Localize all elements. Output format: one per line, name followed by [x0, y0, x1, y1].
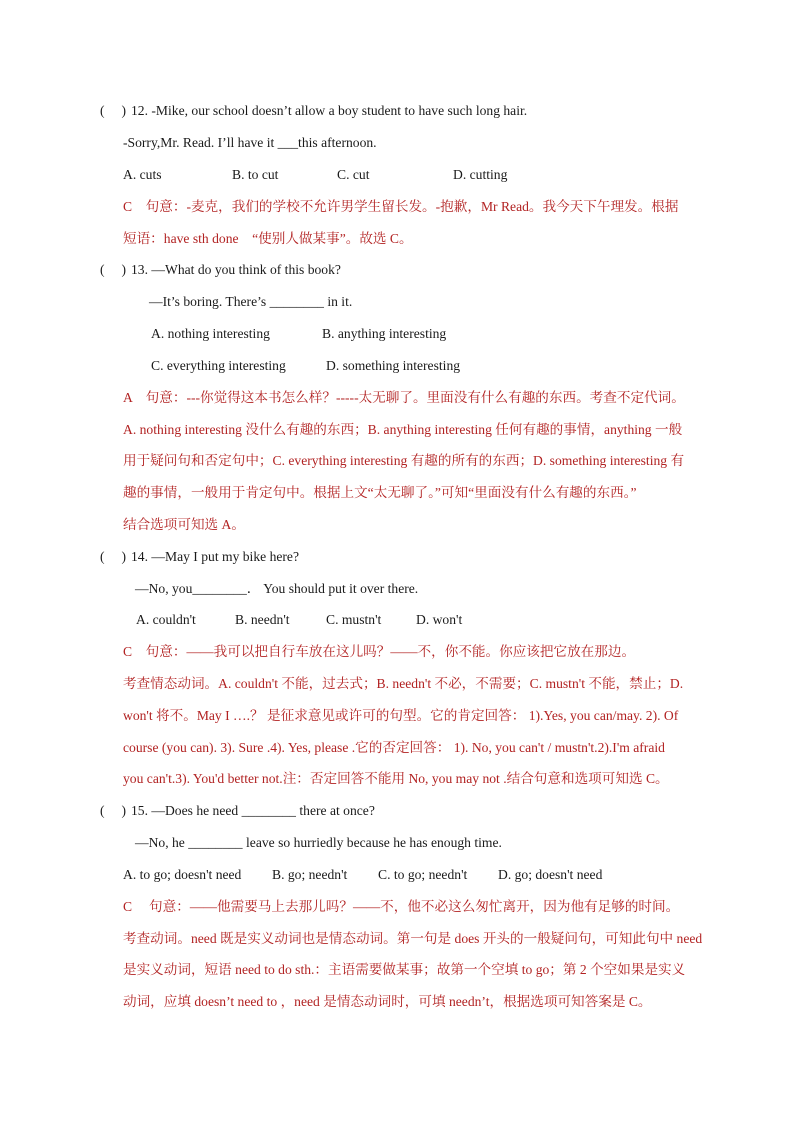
analysis-line: 用于疑问句和否定句中；C. everything interesting 有趣的所有的东西；D. something interesting 有 — [123, 453, 685, 468]
analysis-line: 趣的事情，一般用于肯定句中。根据上文“太无聊了。”可知“里面没有什么有趣的东西。” — [123, 485, 637, 500]
analysis-line: course (you can). 3). Sure .4). Yes, please .它的否定回答： 1). No, you can't / mustn't.2).I'm afraid — [123, 740, 665, 755]
option-a: A. cuts — [123, 167, 162, 182]
analysis-line: A. nothing interesting 没什么有趣的东西；B. anything interesting 任何有趣的事情，anything 一般 — [123, 422, 683, 437]
analysis-line: 结合选项可知选 A。 — [123, 517, 245, 532]
option-d: D. won't — [416, 612, 463, 627]
analysis-line: A 句意：---你觉得这本书怎么样？-----太无聊了。里面没有什么有趣的东西。考查不定代词。 — [123, 390, 685, 405]
analysis-line: 动词，应填 doesn’t need to ，need 是情态动词时，可填 needn’t，根据选项可知答案是 C。 — [123, 994, 652, 1009]
dialogue-line: -Sorry,Mr. Read. I’ll have it ___this afternoon. — [123, 135, 377, 150]
option-a: A. couldn't — [136, 612, 196, 627]
answer-bracket: ( ) — [100, 103, 127, 118]
option-c: C. cut — [337, 167, 370, 182]
option-a: A. nothing interesting — [151, 326, 270, 341]
answer-bracket: ( ) — [100, 803, 127, 818]
option-b: B. anything interesting — [322, 326, 447, 341]
option-c: C. to go; needn't — [378, 867, 468, 882]
option-b: B. go; needn't — [272, 867, 348, 882]
stem-text: 12. -Mike, our school doesn’t allow a boy student to have such long hair. — [131, 103, 528, 118]
stem-text: 14. —May I put my bike here? — [131, 549, 299, 564]
option-d: D. cutting — [453, 167, 508, 182]
answer-bracket: ( ) — [100, 549, 127, 564]
stem-text: 13. —What do you think of this book? — [131, 262, 341, 277]
analysis-line: C 句意：-麦克，我们的学校不允许男学生留长发。-抱歉，Mr Read。我今天下午理发。根据 — [123, 199, 679, 214]
dialogue-line: —It’s boring. There’s ________ in it. — [149, 294, 353, 309]
analysis-line: won't 将不。May I ….？ 是征求意见或许可的句型。它的肯定回答： 1).Yes, you can/may. 2). Of — [123, 708, 679, 723]
analysis-line: 是实义动词，短语 need to do sth.：主语需要做某事；故第一个空填 to go；第 2 个空如果是实义 — [123, 962, 686, 977]
option-b: B. needn't — [235, 612, 290, 627]
option-a: A. to go; doesn't need — [123, 867, 242, 882]
analysis-line: 考查动词。need 既是实义动词也是情态动词。第一句是 does 开头的一般疑问句，可知此句中 need — [123, 931, 703, 946]
option-b: B. to cut — [232, 167, 279, 182]
option-c: C. everything interesting — [151, 358, 286, 373]
option-d: D. something interesting — [326, 358, 461, 373]
analysis-line: C 句意：——我可以把自行车放在这儿吗？——不，你不能。你应该把它放在那边。 — [123, 644, 636, 659]
stem-text: 15. —Does he need ________ there at once? — [131, 803, 375, 818]
analysis-line: 考查情态动词。A. couldn't 不能，过去式；B. needn't 不必，不需要；C. mustn't 不能，禁止；D. — [123, 676, 684, 691]
answer-bracket: ( ) — [100, 262, 127, 277]
dialogue-line: —No, you________． You should put it over there. — [135, 581, 419, 596]
analysis-line: you can't.3). You'd better not.注：否定回答不能用 No, you may not .结合句意和选项可知选 C。 — [123, 771, 669, 786]
analysis-line: C 句意：——他需要马上去那儿吗？——不，他不必这么匆忙离开，因为他有足够的时间。 — [123, 899, 680, 914]
option-d: D. go; doesn't need — [498, 867, 603, 882]
option-c: C. mustn't — [326, 612, 382, 627]
analysis-line: 短语：have sth done “使别人做某事”。故选 C。 — [123, 231, 413, 246]
dialogue-line: —No, he ________ leave so hurriedly because he has enough time. — [135, 835, 502, 850]
